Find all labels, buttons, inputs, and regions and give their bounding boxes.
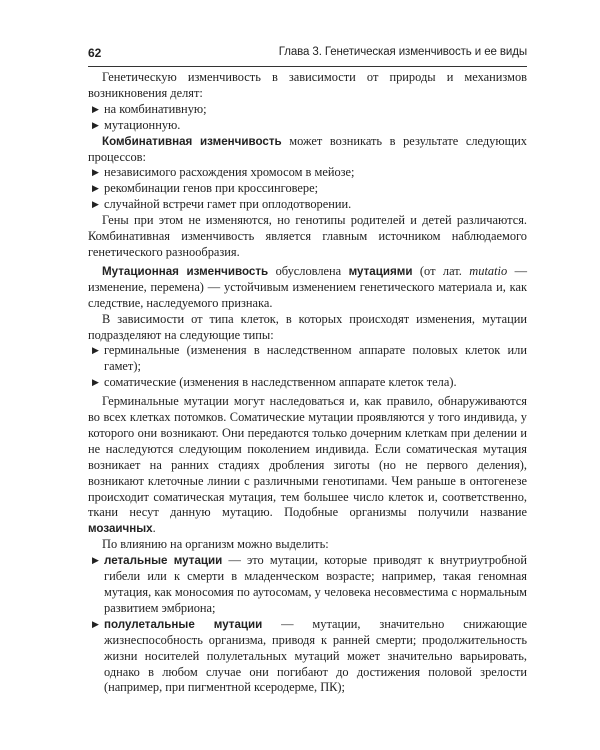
- list-item: ▶ летальные мутации — это мутации, которые приводят к внутриутробной гибели или к смерти в младенческом возрасте; например, такая геномная мутация, как моносомия по аутосомам, у человека несовместима с нормальным развитием эмбриона;: [92, 553, 527, 615]
- bullet-icon: ▶: [92, 119, 99, 130]
- term-bold: мозаичных: [88, 522, 153, 536]
- bullet-icon: ▶: [92, 555, 99, 566]
- paragraph: Комбинативная изменчивость может возникать в результате следующих процессов:: [88, 133, 527, 164]
- paragraph: Генетическую изменчивость в зависимости от природы и механизмов возникновения делят:: [88, 70, 527, 100]
- list-item: ▶ полулетальные мутации — мутации, значительно снижающие жизнеспособность организма, приводя к ранней смерти; продолжительность жизни носителей полулетальных мутаций может значительно варьировать, однако в любом случае они погибают до достижения половой зрелости (например, при пигментной ксеродерме, ПК);: [92, 616, 527, 695]
- term-bold: Комбинативная изменчивость: [102, 134, 282, 148]
- bullet-icon: ▶: [92, 103, 99, 114]
- list-item: ▶ соматические (изменения в наследственном аппарате клеток тела).: [92, 375, 457, 390]
- latin-term: mutatio: [469, 263, 508, 278]
- list-item: ▶ герминальные (изменения в наследственном аппарате половых клеток или гамет);: [92, 343, 527, 374]
- bullet-icon: ▶: [92, 183, 99, 194]
- paragraph: В зависимости от типа клеток, в которых происходят изменения, мутации подразделяют на следующие типы:: [88, 311, 527, 342]
- list-item: ▶ случайной встречи гамет при оплодотворении.: [92, 197, 352, 212]
- bullet-icon: ▶: [92, 199, 99, 210]
- term-bold: полулетальные мутации: [104, 617, 263, 631]
- paragraph: Герминальные мутации могут наследоваться и, как правило, обнаруживаются во всех клетках потомков. Соматические мутации проявляются у того индивида, у которого они возникают. Они передаются только дочерним клеткам при делении и не наследуются следующим поколением индивида. Если соматическая мутация возникает на ранних стадиях дробления зиготы (но не первого деления), возникают клеточные линии с различными генотипами. Чем раньше в онтогенезе происходит соматическая мутация, тем большее число клеток и, соответственно, ткани несут данную мутацию. Подобные организмы получили название мозаичных.: [88, 394, 527, 536]
- bullet-icon: ▶: [92, 377, 99, 388]
- header-rule: [88, 66, 527, 67]
- bullet-list: [88, 102, 527, 134]
- paragraph: Мутационная изменчивость обусловлена мутациями (от лат. mutatio — изменение, перемена) — устойчивым изменением генетического материала и, как следствие, наследуемого признака.: [88, 263, 527, 310]
- bullet-list: [88, 165, 527, 213]
- term-bold: Мутационная изменчивость: [102, 264, 269, 278]
- paragraph: По влиянию на организм можно выделить:: [102, 537, 329, 552]
- bullet-icon: ▶: [92, 345, 99, 356]
- term-bold: мутациями: [348, 264, 413, 278]
- page-body: [88, 70, 527, 696]
- list-item: ▶ на комбинативную;: [92, 101, 207, 116]
- bullet-list: [88, 343, 527, 391]
- bullet-list: [88, 553, 527, 696]
- chapter-title: Глава 3. Генетическая изменчивость и ее виды: [278, 46, 527, 58]
- bullet-icon: ▶: [92, 618, 99, 629]
- list-item: ▶ мутационную.: [92, 117, 181, 132]
- bullet-icon: ▶: [92, 167, 99, 178]
- term-bold: летальные мутации: [104, 554, 223, 568]
- paragraph: Гены при этом не изменяются, но генотипы родителей и детей различаются. Комбинативная изменчивость является главным источником наблюдаемого генетического разнообразия.: [88, 213, 527, 259]
- page-number: 62: [88, 46, 102, 60]
- running-header: [88, 44, 527, 64]
- list-item: ▶ рекомбинации генов при кроссинговере;: [92, 181, 319, 196]
- list-item: ▶ независимого расхождения хромосом в мейозе;: [92, 165, 355, 180]
